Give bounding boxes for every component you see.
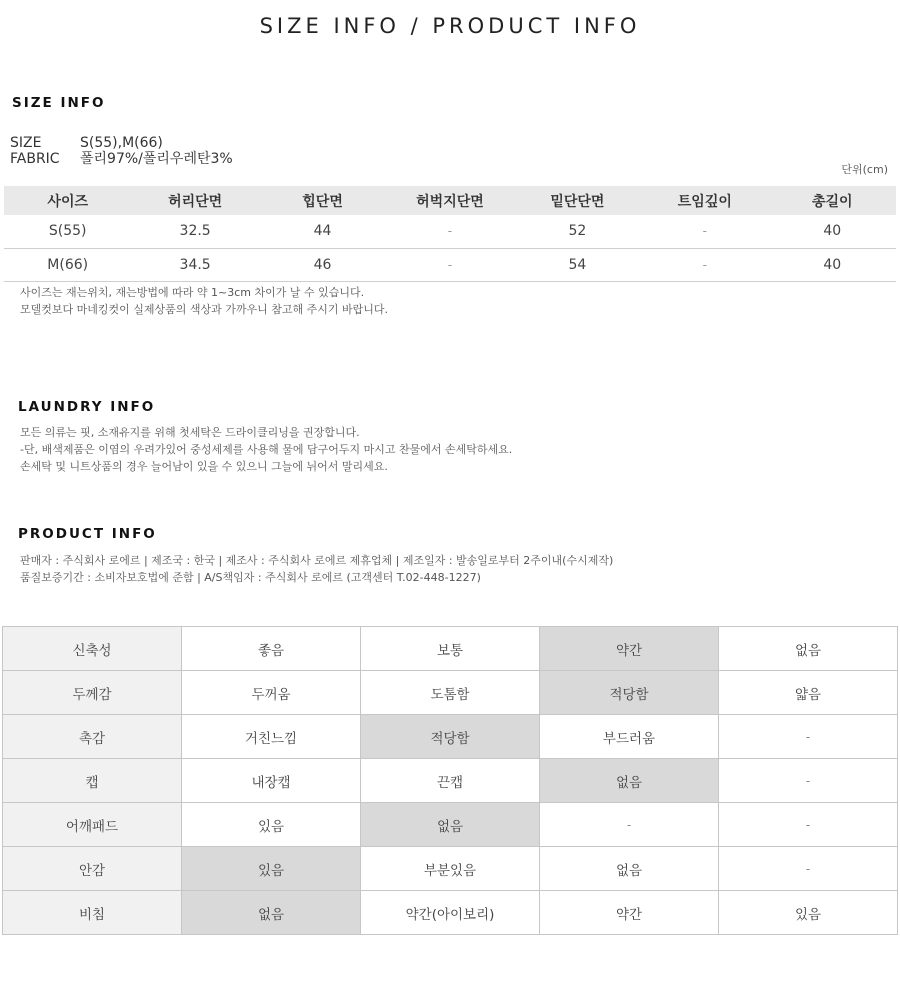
property-option: 얇음 bbox=[719, 671, 898, 715]
property-row bbox=[3, 759, 898, 803]
property-option: 부분있음 bbox=[361, 847, 540, 891]
product-info-heading: PRODUCT INFO bbox=[18, 526, 157, 542]
size-header-cell: 힙단면 bbox=[259, 186, 386, 215]
size-cell: 54 bbox=[514, 248, 641, 281]
property-row bbox=[3, 803, 898, 847]
property-row bbox=[3, 847, 898, 891]
property-option-selected: 없음 bbox=[182, 891, 361, 935]
property-option: 두꺼움 bbox=[182, 671, 361, 715]
property-option: - bbox=[540, 803, 719, 847]
property-option: 좋음 bbox=[182, 627, 361, 671]
size-header-cell: 총길이 bbox=[769, 186, 896, 215]
property-label: 두께감 bbox=[3, 671, 182, 715]
size-header-cell: 사이즈 bbox=[4, 186, 131, 215]
size-cell: - bbox=[641, 248, 768, 281]
property-option: - bbox=[719, 847, 898, 891]
size-spec-row bbox=[10, 135, 163, 151]
property-option-selected: 적당함 bbox=[540, 671, 719, 715]
fabric-spec-row bbox=[10, 151, 233, 167]
size-header-cell: 허벅지단면 bbox=[386, 186, 513, 215]
laundry-line: -단, 배색제품은 이염의 우려가있어 중성세제를 사용해 물에 담구어두지 마시고 찬물에서 손세탁하세요. bbox=[20, 443, 513, 456]
size-cell: S(55) bbox=[4, 215, 131, 248]
fabric-key: FABRIC bbox=[10, 151, 60, 167]
property-option: - bbox=[719, 803, 898, 847]
size-cell: 40 bbox=[769, 215, 896, 248]
size-table-header-row bbox=[4, 186, 896, 215]
product-line: 판매자 : 주식회사 로에르 | 제조국 : 한국 | 제조사 : 주식회사 로에르 제휴업체 | 제조일자 : 발송일로부터 2주이내(수시제작) bbox=[20, 554, 614, 567]
laundry-notes bbox=[20, 424, 512, 475]
size-cell: 32.5 bbox=[131, 215, 258, 248]
size-cell: 52 bbox=[514, 215, 641, 248]
size-cell: - bbox=[386, 215, 513, 248]
size-table-row bbox=[4, 248, 896, 281]
property-option: 약간(아이보리) bbox=[361, 891, 540, 935]
property-option-selected: 없음 bbox=[361, 803, 540, 847]
laundry-line: 모든 의류는 핏, 소재유지를 위해 첫세탁은 드라이클리닝을 권장합니다. bbox=[20, 426, 360, 439]
property-option: 끈캡 bbox=[361, 759, 540, 803]
size-header-cell: 트임깊이 bbox=[641, 186, 768, 215]
size-key: SIZE bbox=[10, 135, 42, 151]
property-label: 신축성 bbox=[3, 627, 182, 671]
size-table bbox=[4, 186, 896, 282]
size-note-line: 모델컷보다 마네킹컷이 실제상품의 색상과 가까우니 참고해 주시기 바랍니다. bbox=[20, 303, 389, 316]
fabric-value: 폴리97%/폴리우레탄3% bbox=[80, 151, 233, 167]
size-cell: - bbox=[641, 215, 768, 248]
size-cell: 44 bbox=[259, 215, 386, 248]
size-note-line: 사이즈는 재는위치, 재는방법에 따라 약 1~3cm 차이가 날 수 있습니다. bbox=[20, 286, 365, 299]
product-line: 품질보증기간 : 소비자보호법에 준함 | A/S책임자 : 주식회사 로에르 (고객센터 T.02-448-1227) bbox=[20, 571, 481, 584]
property-row bbox=[3, 671, 898, 715]
laundry-info-heading: LAUNDRY INFO bbox=[18, 399, 156, 415]
page-title: SIZE INFO / PRODUCT INFO bbox=[259, 14, 641, 38]
property-option: 부드러움 bbox=[540, 715, 719, 759]
property-label: 비침 bbox=[3, 891, 182, 935]
size-value: S(55),M(66) bbox=[80, 135, 163, 151]
size-header-cell: 밑단단면 bbox=[514, 186, 641, 215]
property-label: 촉감 bbox=[3, 715, 182, 759]
property-table bbox=[2, 626, 898, 935]
property-option: 없음 bbox=[719, 627, 898, 671]
size-cell: 40 bbox=[769, 248, 896, 281]
size-cell: M(66) bbox=[4, 248, 131, 281]
property-option-selected: 적당함 bbox=[361, 715, 540, 759]
product-notes bbox=[20, 552, 613, 586]
size-cell: 46 bbox=[259, 248, 386, 281]
property-option: 내장캡 bbox=[182, 759, 361, 803]
property-option: 약간 bbox=[540, 891, 719, 935]
property-option-selected: 약간 bbox=[540, 627, 719, 671]
property-option: 있음 bbox=[719, 891, 898, 935]
size-cell: - bbox=[386, 248, 513, 281]
size-info-heading: SIZE INFO bbox=[12, 95, 106, 111]
size-table-row bbox=[4, 215, 896, 248]
property-row bbox=[3, 715, 898, 759]
size-notes bbox=[20, 284, 388, 318]
property-option: 있음 bbox=[182, 803, 361, 847]
property-label: 안감 bbox=[3, 847, 182, 891]
property-option-selected: 있음 bbox=[182, 847, 361, 891]
property-label: 어깨패드 bbox=[3, 803, 182, 847]
property-option: 보통 bbox=[361, 627, 540, 671]
size-header-cell: 허리단면 bbox=[131, 186, 258, 215]
property-row bbox=[3, 627, 898, 671]
property-row bbox=[3, 891, 898, 935]
property-option: - bbox=[719, 715, 898, 759]
size-cell: 34.5 bbox=[131, 248, 258, 281]
unit-label: 단위(cm) bbox=[841, 163, 888, 176]
property-option: - bbox=[719, 759, 898, 803]
property-label: 캡 bbox=[3, 759, 182, 803]
property-option-selected: 없음 bbox=[540, 759, 719, 803]
property-option: 없음 bbox=[540, 847, 719, 891]
property-option: 거친느낌 bbox=[182, 715, 361, 759]
laundry-line: 손세탁 및 니트상품의 경우 늘어남이 있을 수 있으니 그늘에 뉘어서 말리세요. bbox=[20, 460, 388, 473]
property-option: 도톰함 bbox=[361, 671, 540, 715]
